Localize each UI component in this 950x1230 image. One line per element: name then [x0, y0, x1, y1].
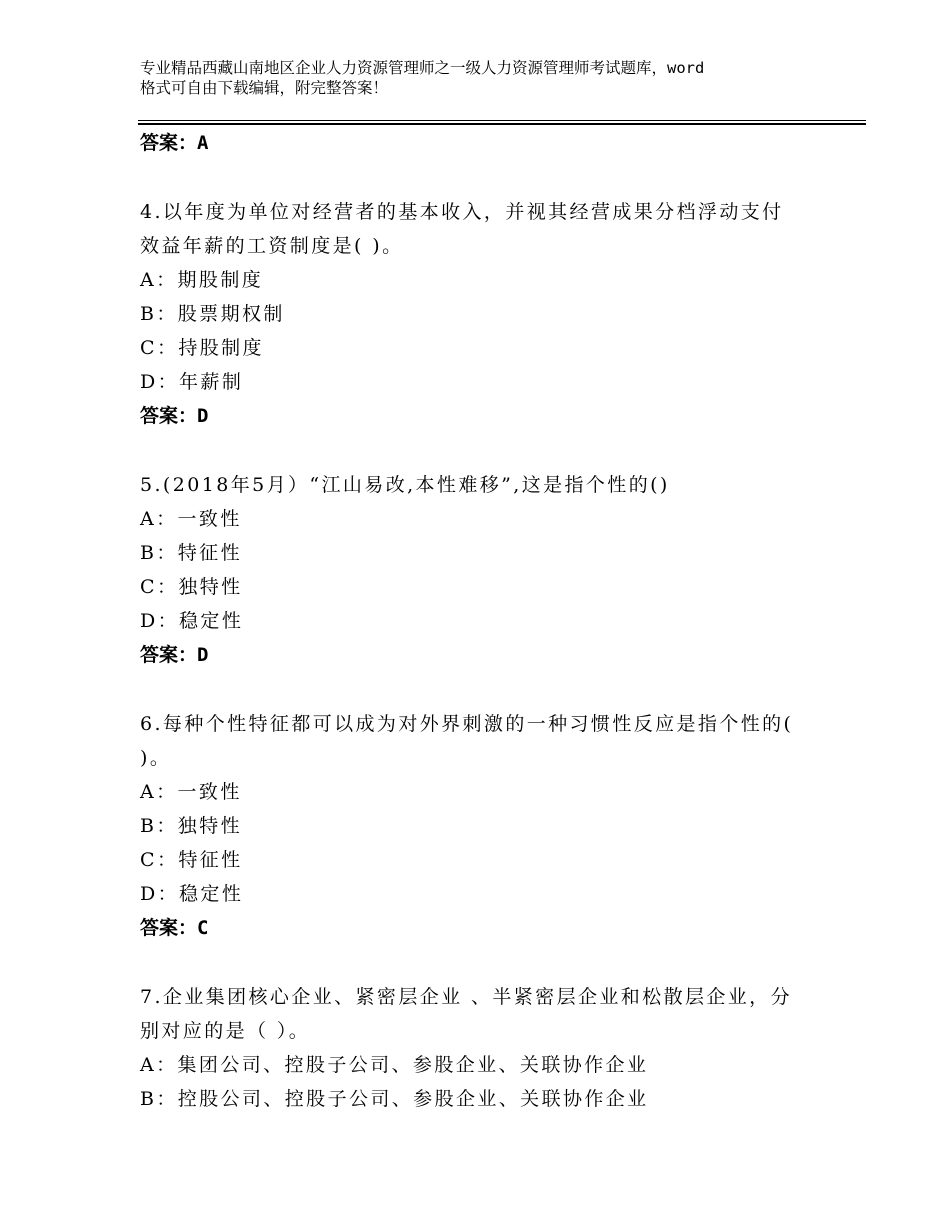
answer-label: 答案：: [140, 644, 198, 666]
question-5-option-a: A：一致性: [140, 508, 242, 530]
question-4-option-c: C：持股制度: [140, 337, 264, 359]
answer-value: D: [197, 644, 209, 666]
answer-prev: [140, 130, 208, 156]
question-7-option-a: A：集团公司、控股子公司、参股企业、关联协作企业: [140, 1054, 649, 1076]
question-4-line-1: 4.以年度为单位对经营者的基本收入，并视其经营成果分档浮动支付: [140, 201, 784, 223]
answer-label: 答案：: [140, 405, 198, 427]
header-rule-thin: [138, 120, 866, 121]
question-6-option-c: C：特征性: [140, 849, 243, 871]
question-5-option-d: D：稳定性: [140, 610, 244, 632]
question-4-answer: [140, 403, 208, 429]
header-line-1: 专业精品西藏山南地区企业人力资源管理师之一级人力资源管理师考试题库，word: [140, 59, 705, 77]
answer-value: D: [197, 405, 209, 427]
question-5-option-c: C：独特性: [140, 576, 243, 598]
question-5-answer: [140, 642, 208, 668]
document-header: [140, 58, 830, 98]
question-5-option-b: B：特征性: [140, 542, 242, 564]
question-6-option-d: D：稳定性: [140, 883, 244, 905]
answer-value: A: [197, 132, 209, 154]
question-7-line-1: 7.企业集团核心企业、紧密层企业 、半紧密层企业和松散层企业，分: [140, 986, 792, 1008]
question-6-option-a: A：一致性: [140, 781, 242, 803]
header-rule-thick: [138, 123, 866, 125]
question-6-option-b: B：独特性: [140, 815, 242, 837]
question-7-line-2: 别对应的是（ ）。: [140, 1020, 311, 1042]
question-7-option-b: B：控股公司、控股子公司、参股企业、关联协作企业: [140, 1088, 649, 1110]
answer-value: C: [197, 917, 209, 939]
question-6-answer: [140, 915, 208, 941]
question-4-option-b: B：股票期权制: [140, 303, 285, 325]
question-5-line-1: 5.(2018年5月）“江山易改,本性难移”,这是指个性的(): [140, 474, 670, 496]
question-4-line-2: 效益年薪的工资制度是( )。: [140, 235, 404, 257]
header-line-2: 格式可自由下载编辑，附完整答案！: [140, 79, 389, 97]
question-4-option-a: A：期股制度: [140, 269, 264, 291]
answer-label: 答案：: [140, 917, 198, 939]
question-6-line-2: )。: [140, 747, 172, 769]
answer-label: 答案：: [140, 132, 198, 154]
question-4-option-d: D：年薪制: [140, 371, 244, 393]
question-6-line-1: 6.每种个性特征都可以成为对外界刺激的一种习惯性反应是指个性的(: [140, 713, 794, 735]
